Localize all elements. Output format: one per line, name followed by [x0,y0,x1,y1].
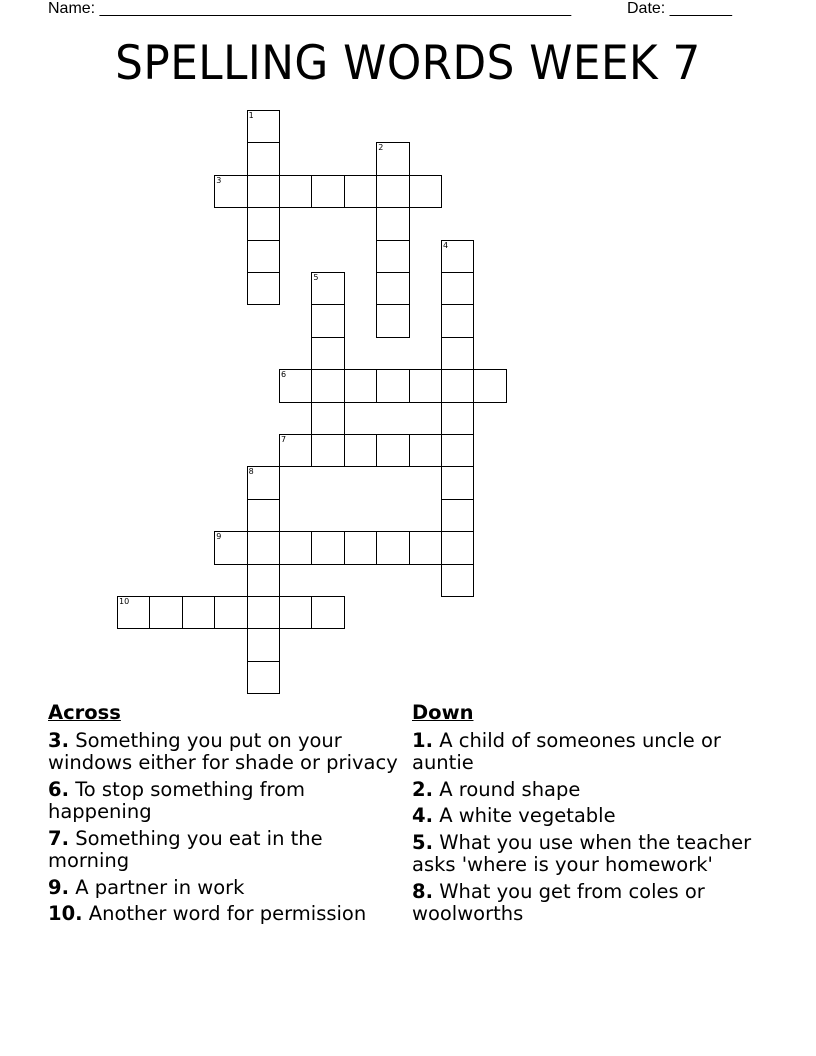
crossword-cell[interactable] [279,369,312,402]
crossword-cell[interactable] [279,596,312,629]
crossword-cell[interactable] [441,434,474,467]
clue-text: Something you eat in the morning [48,826,323,872]
date-label: Date: [627,0,670,17]
down-clues [412,702,752,930]
crossword-cell[interactable] [247,466,280,499]
clue-number: 1. [412,728,433,752]
crossword-cell[interactable] [311,175,344,208]
down-heading: Down [412,701,474,724]
crossword-cell[interactable] [247,499,280,532]
crossword-cell[interactable] [117,596,150,629]
crossword-cell[interactable] [409,531,442,564]
clue-text: What you get from coles or woolworths [412,879,705,925]
crossword-cell[interactable] [247,110,280,143]
crossword-cell[interactable] [214,531,247,564]
crossword-cell[interactable] [311,337,344,370]
cell-number: 1 [248,111,254,120]
clue-across-9 [48,877,398,900]
cell-number: 2 [378,143,384,153]
crossword-cell[interactable] [441,564,474,597]
clue-number: 10. [48,902,83,925]
crossword-cell[interactable] [149,596,182,629]
clue-across-7 [48,828,398,873]
crossword-cell[interactable] [311,304,344,337]
clue-text: A white vegetable [439,804,616,827]
crossword-cell[interactable] [376,531,409,564]
clue-across-3 [48,730,398,775]
clue-text: A partner in work [75,875,245,899]
crossword-cell[interactable] [311,369,344,402]
crossword-cell[interactable] [311,596,344,629]
clue-down-8 [412,881,752,926]
clue-number: 5. [412,830,433,854]
crossword-cell[interactable] [441,531,474,564]
crossword-cell[interactable] [441,466,474,499]
crossword-cell[interactable] [376,304,409,337]
crossword-cell[interactable] [409,369,442,402]
crossword-cell[interactable] [279,175,312,208]
clue-number: 8. [412,879,433,903]
cell-number: 5 [313,273,319,282]
clue-text: A child of someones uncle or auntie [412,728,721,774]
clue-down-2 [412,779,752,802]
crossword-cell[interactable] [247,564,280,597]
crossword-cell[interactable] [247,240,280,273]
clue-text: Another word for permission [88,902,367,925]
crossword-cell[interactable] [376,142,409,175]
crossword-cell[interactable] [441,272,474,305]
crossword-cell[interactable] [279,434,312,467]
date-blank[interactable]: _______ [669,0,732,17]
name-blank[interactable]: _____________________________________________________ [99,0,572,17]
crossword-cell[interactable] [376,240,409,273]
clue-number: 2. [412,777,433,801]
crossword-cell[interactable] [473,369,506,402]
crossword-cell[interactable] [247,596,280,629]
crossword-cell[interactable] [182,596,215,629]
clue-number: 3. [48,728,69,752]
crossword-cell[interactable] [279,531,312,564]
clue-across-6 [48,779,398,824]
crossword-cell[interactable] [214,596,247,629]
across-heading: Across [48,701,121,724]
crossword-cell[interactable] [344,175,377,208]
crossword-cell[interactable] [214,175,247,208]
page-title: SPELLING WORDS WEEK 7 [115,36,701,91]
clue-text: A round shape [439,777,581,801]
crossword-cell[interactable] [247,207,280,240]
crossword-cell[interactable] [376,434,409,467]
cell-number: 4 [443,240,449,250]
clue-down-4 [412,805,752,828]
crossword-cell[interactable] [441,337,474,370]
name-label: Name: [48,0,100,17]
crossword-cell[interactable] [344,434,377,467]
crossword-cell[interactable] [247,628,280,661]
crossword-cell[interactable] [376,369,409,402]
crossword-cell[interactable] [441,304,474,337]
clue-text: What you use when the teacher asks 'where is your homework' [412,830,752,876]
crossword-cell[interactable] [376,272,409,305]
clue-number: 7. [48,826,69,850]
cell-number: 10 [119,597,130,606]
crossword-cell[interactable] [247,142,280,175]
clue-down-5 [412,832,752,877]
clue-number: 9. [48,875,69,899]
crossword-cell[interactable] [441,499,474,532]
clue-across-10 [48,903,398,926]
clue-text: Something you put on your windows either for shade or privacy [48,728,398,774]
crossword-cell[interactable] [247,175,280,208]
crossword-cell[interactable] [344,531,377,564]
crossword-cell[interactable] [441,402,474,435]
clue-number: 6. [48,777,69,801]
cell-number: 6 [281,370,287,380]
cell-number: 7 [281,435,287,444]
crossword-cell[interactable] [247,531,280,564]
crossword-cell[interactable] [409,434,442,467]
cell-number: 8 [248,467,254,477]
clue-text: To stop something from happening [48,777,306,823]
crossword-cell[interactable] [311,402,344,435]
crossword-cell[interactable] [247,661,280,694]
crossword-cell[interactable] [344,369,377,402]
crossword-cell[interactable] [441,369,474,402]
crossword-cell[interactable] [247,272,280,305]
clue-down-1 [412,730,752,775]
crossword-cell[interactable] [376,207,409,240]
crossword-cell[interactable] [376,175,409,208]
crossword-cell[interactable] [441,240,474,273]
crossword-cell[interactable] [409,175,442,208]
crossword-cell[interactable] [311,272,344,305]
crossword-cell[interactable] [311,434,344,467]
crossword-cell[interactable] [311,531,344,564]
cell-number: 9 [216,532,222,542]
clue-number: 4. [412,804,433,827]
across-clues [48,702,398,930]
cell-number: 3 [216,175,222,185]
